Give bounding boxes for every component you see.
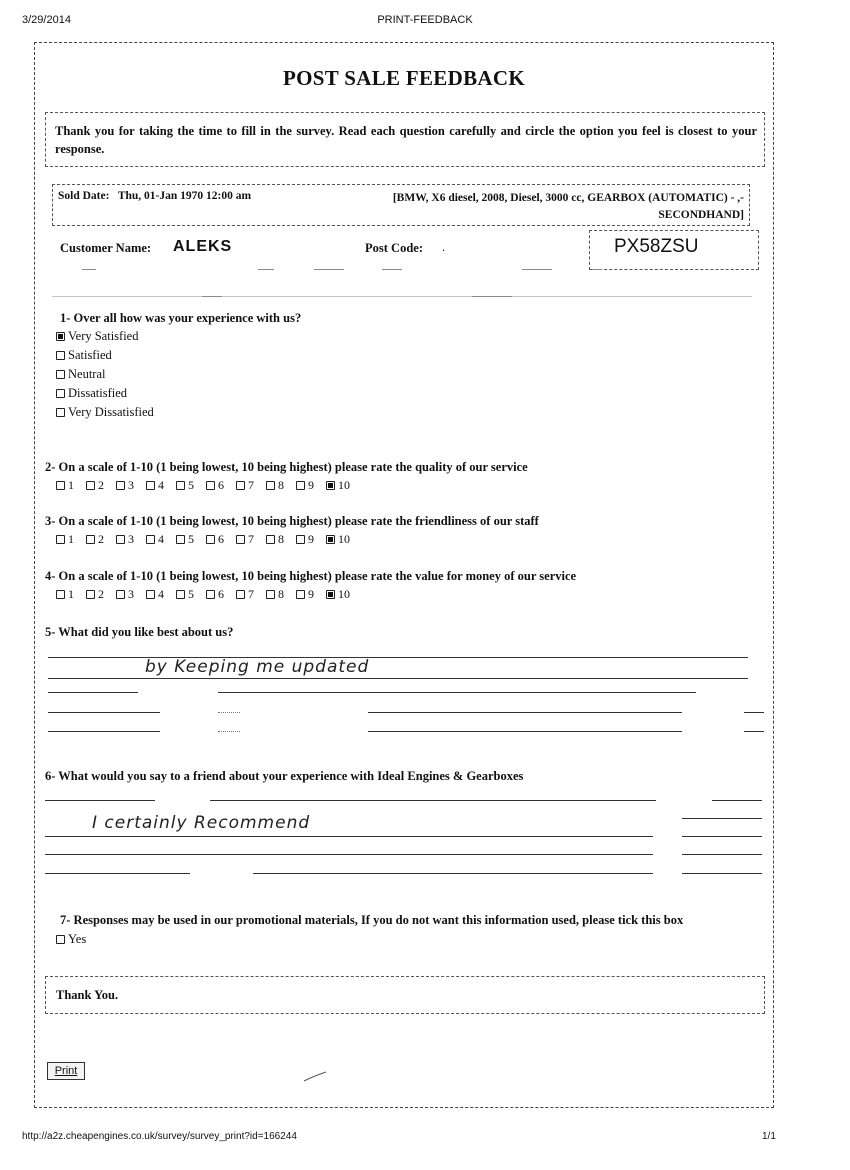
q1-option-neutral[interactable] xyxy=(56,365,154,384)
q2-rating-4[interactable] xyxy=(146,478,164,493)
checkbox-icon[interactable] xyxy=(56,935,65,944)
scan-noise-dots xyxy=(52,266,752,302)
print-page-title: PRINT-FEEDBACK xyxy=(377,14,473,26)
q7-option-yes[interactable] xyxy=(56,930,86,949)
q4-rating-4[interactable] xyxy=(146,587,164,602)
q5-question: 5- What did you like best about us? xyxy=(45,625,234,639)
q4-rating-7[interactable] xyxy=(236,587,254,602)
q2-rating-7[interactable] xyxy=(236,478,254,493)
rating-label: 9 xyxy=(308,532,314,546)
registration-value: PX58ZSU xyxy=(614,236,699,257)
checkbox-icon[interactable] xyxy=(326,535,335,544)
checkbox-icon[interactable] xyxy=(326,481,335,490)
q2-rating-6[interactable] xyxy=(206,478,224,493)
rating-label: 3 xyxy=(128,478,134,492)
checkbox-icon[interactable] xyxy=(236,590,245,599)
q4-question: 4- On a scale of 1-10 (1 being lowest, 10 being highest) please rate the value for money of our service xyxy=(45,569,577,583)
q2-rating-2[interactable] xyxy=(86,478,104,493)
q3-rating-4[interactable] xyxy=(146,532,164,547)
checkbox-icon[interactable] xyxy=(56,351,65,360)
q4-rating-5[interactable] xyxy=(176,587,194,602)
checkbox-icon[interactable] xyxy=(236,535,245,544)
rating-label: 3 xyxy=(128,587,134,601)
checkbox-icon[interactable] xyxy=(56,535,65,544)
checkbox-icon[interactable] xyxy=(266,481,275,490)
checkbox-icon[interactable] xyxy=(56,408,65,417)
form-title: POST SALE FEEDBACK xyxy=(283,66,525,90)
q2-rating-8[interactable] xyxy=(266,478,284,493)
checkbox-icon[interactable] xyxy=(326,590,335,599)
checkbox-icon[interactable] xyxy=(206,535,215,544)
post-code-label: Post Code: xyxy=(365,241,423,255)
pen-mark xyxy=(300,1068,330,1084)
q1-option-dissatisfied[interactable] xyxy=(56,384,154,403)
q4-rating-1[interactable] xyxy=(56,587,74,602)
q2-rating-3[interactable] xyxy=(116,478,134,493)
q2-question: 2- On a scale of 1-10 (1 being lowest, 10 being highest) please rate the quality of our service xyxy=(45,460,528,474)
rating-label: 4 xyxy=(158,532,164,546)
intro-text: Thank you for taking the time to fill in the survey. Read each question carefully and circle the option you feel is closest to your response. xyxy=(55,124,757,156)
checkbox-icon[interactable] xyxy=(266,590,275,599)
q1-option-label: Satisfied xyxy=(68,348,112,362)
q3-rating-5[interactable] xyxy=(176,532,194,547)
rating-label: 2 xyxy=(98,478,104,492)
checkbox-icon[interactable] xyxy=(206,590,215,599)
checkbox-icon[interactable] xyxy=(236,481,245,490)
thanks-text: Thank You. xyxy=(56,988,119,1002)
post-code-value: . xyxy=(442,240,446,254)
q1-option-satisfied[interactable] xyxy=(56,346,154,365)
checkbox-icon[interactable] xyxy=(56,370,65,379)
print-date: 3/29/2014 xyxy=(22,14,71,26)
rating-label: 9 xyxy=(308,478,314,492)
checkbox-icon[interactable] xyxy=(116,535,125,544)
checkbox-icon[interactable] xyxy=(176,535,185,544)
rating-label: 1 xyxy=(68,478,74,492)
q4-rating-9[interactable] xyxy=(296,587,314,602)
q2-rating-9[interactable] xyxy=(296,478,314,493)
q1-option-label: Dissatisfied xyxy=(68,386,128,400)
checkbox-icon[interactable] xyxy=(266,535,275,544)
q2-rating-10[interactable] xyxy=(326,478,350,493)
q1-option-label: Neutral xyxy=(68,367,106,381)
q3-rating-9[interactable] xyxy=(296,532,314,547)
q7-option-label: Yes xyxy=(68,932,87,946)
checkbox-icon[interactable] xyxy=(56,332,65,341)
q4-rating-3[interactable] xyxy=(116,587,134,602)
checkbox-icon[interactable] xyxy=(86,590,95,599)
rating-label: 7 xyxy=(248,478,254,492)
q1-option-label: Very Satisfied xyxy=(68,329,139,343)
q1-option-very-dissatisfied[interactable] xyxy=(56,403,154,422)
q4-rating-10[interactable] xyxy=(326,587,350,602)
rating-label: 4 xyxy=(158,587,164,601)
rating-label: 10 xyxy=(338,532,350,546)
checkbox-icon[interactable] xyxy=(206,481,215,490)
rating-label: 2 xyxy=(98,587,104,601)
checkbox-icon[interactable] xyxy=(86,481,95,490)
rating-label: 5 xyxy=(188,532,194,546)
rating-label: 4 xyxy=(158,478,164,492)
checkbox-icon[interactable] xyxy=(296,535,305,544)
checkbox-icon[interactable] xyxy=(56,389,65,398)
checkbox-icon[interactable] xyxy=(56,481,65,490)
q4-rating-2[interactable] xyxy=(86,587,104,602)
q4-rating-6[interactable] xyxy=(206,587,224,602)
checkbox-icon[interactable] xyxy=(86,535,95,544)
q3-rating-7[interactable] xyxy=(236,532,254,547)
vehicle-details-line1: [BMW, X6 diesel, 2008, Diesel, 3000 cc, GEARBOX (AUTOMATIC) - ,- xyxy=(392,192,744,204)
checkbox-icon[interactable] xyxy=(146,590,155,599)
q1-option-very-satisfied[interactable] xyxy=(56,327,154,346)
checkbox-icon[interactable] xyxy=(146,535,155,544)
q2-rating-1[interactable] xyxy=(56,478,74,493)
customer-name-value: ALEKS xyxy=(173,238,233,255)
checkbox-icon[interactable] xyxy=(296,481,305,490)
vehicle-details xyxy=(330,190,744,224)
rating-label: 1 xyxy=(68,532,74,546)
q3-rating-10[interactable] xyxy=(326,532,350,547)
footer-url: http://a2z.cheapengines.co.uk/survey/survey_print?id=166244 xyxy=(22,1131,297,1142)
checkbox-icon[interactable] xyxy=(116,590,125,599)
checkbox-icon[interactable] xyxy=(116,481,125,490)
rating-label: 8 xyxy=(278,478,284,492)
q3-rating-3[interactable] xyxy=(116,532,134,547)
rating-label: 9 xyxy=(308,587,314,601)
q6-question: 6- What would you say to a friend about your experience with Ideal Engines & Gearboxes xyxy=(45,769,524,783)
rating-label: 7 xyxy=(248,532,254,546)
vehicle-details-line2: SECONDHAND] xyxy=(658,209,744,221)
rating-label: 8 xyxy=(278,532,284,546)
checkbox-icon[interactable] xyxy=(296,590,305,599)
q4-rating-8[interactable] xyxy=(266,587,284,602)
q3-rating-1[interactable] xyxy=(56,532,74,547)
q3-rating-6[interactable] xyxy=(206,532,224,547)
q1-question: 1- Over all how was your experience with us? xyxy=(60,311,302,325)
customer-name-label: Customer Name: xyxy=(60,241,152,255)
checkbox-icon[interactable] xyxy=(176,590,185,599)
q4-scale xyxy=(56,587,362,602)
q3-question: 3- On a scale of 1-10 (1 being lowest, 10 being highest) please rate the friendliness of our staff xyxy=(45,514,539,528)
rating-label: 8 xyxy=(278,587,284,601)
q3-scale xyxy=(56,532,362,547)
thanks-box xyxy=(45,976,765,1014)
rating-label: 3 xyxy=(128,532,134,546)
rating-label: 10 xyxy=(338,587,350,601)
rating-label: 5 xyxy=(188,478,194,492)
checkbox-icon[interactable] xyxy=(146,481,155,490)
q2-scale xyxy=(56,478,362,493)
rating-label: 7 xyxy=(248,587,254,601)
q1-options xyxy=(56,327,154,422)
footer-page-number: 1/1 xyxy=(762,1131,776,1142)
q3-rating-8[interactable] xyxy=(266,532,284,547)
q1-option-label: Very Dissatisfied xyxy=(68,405,154,419)
rating-label: 6 xyxy=(218,587,224,601)
q6-handwritten-answer[interactable]: I certainly Recommend xyxy=(92,813,311,833)
rating-label: 2 xyxy=(98,532,104,546)
q3-rating-2[interactable] xyxy=(86,532,104,547)
sold-date: Sold Date: Thu, 01-Jan 1970 12:00 am xyxy=(58,190,252,202)
print-button[interactable]: Print xyxy=(47,1062,85,1080)
checkbox-icon[interactable] xyxy=(56,590,65,599)
rating-label: 10 xyxy=(338,478,350,492)
rating-label: 1 xyxy=(68,587,74,601)
checkbox-icon[interactable] xyxy=(176,481,185,490)
q7-question: 7- Responses may be used in our promotional materials, If you do not want this information used, please tick this box xyxy=(60,913,684,927)
rating-label: 5 xyxy=(188,587,194,601)
q5-handwritten-answer[interactable]: by Keeping me updated xyxy=(145,657,370,677)
rating-label: 6 xyxy=(218,478,224,492)
q2-rating-5[interactable] xyxy=(176,478,194,493)
rating-label: 6 xyxy=(218,532,224,546)
